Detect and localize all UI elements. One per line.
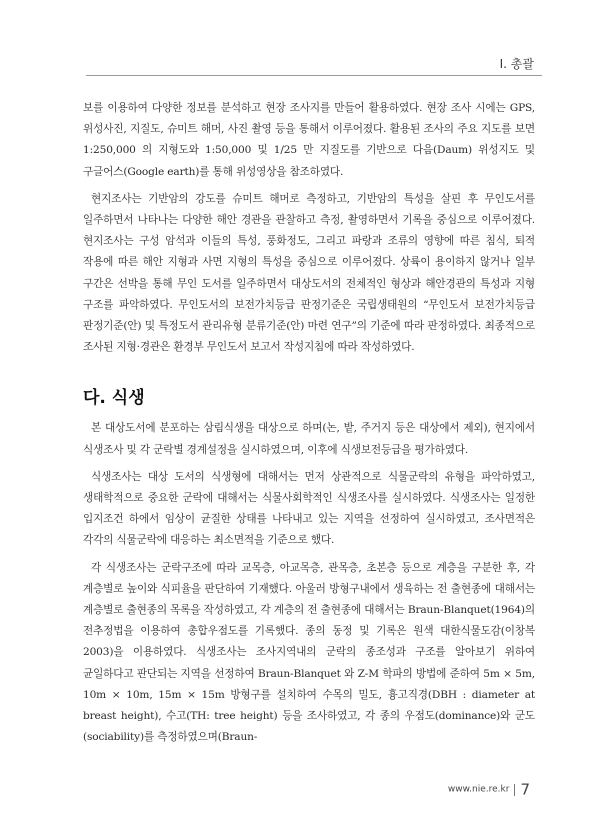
section-heading: 다. 식생 [83, 388, 145, 409]
body-text [83, 98, 535, 748]
page-footer [448, 779, 530, 799]
paragraph: 각 식생조사는 군락구조에 따라 교목층, 아교목층, 관목층, 초본층 등으로 계층을 구분한 후, 각 계층별로 높이와 식피율을 판단하여 기재했다. 아울러 방형구내에서 생육하는 전 출현종에 대해서는 계층별로 출현종의 목록을 작성하였고, 각 계층의 전 출현종에 대해서는 Braun-Blanquet(1964)의 전추정법을 이용하여 총합우점도를 기록했다. 종의 동정 및 기록은 원색 대한식물도감(이창복 2003)을 이용하였다. 식생조사는 조사지역내의 군락의 종조성과 구조를 알아보기 위하여 균일하다고 판단되는 지역을 선정하여 Braun-Blanquet 와 Z-M 학파의 방법에 준하여 5m × 5m, 10m × 10m, 15m × 15m 방형구를 설치하여 수목의 밀도, 흉고직경(DBH : diameter at breast height), 수고(TH: tree height) 등을 조사하였고, 각 종의 우점도(dominance)와 군도(sociability)를 측정하였으며(Braun- [83, 561, 535, 744]
footer-url: www.nie.re.kr [447, 784, 510, 795]
page-number: 7 [520, 780, 530, 799]
header-divider [86, 75, 542, 76]
page-header [0, 0, 614, 80]
paragraph: 보를 이용하여 다양한 정보를 분석하고 현장 조사지를 만들어 활용하였다. 현장 조사 시에는 GPS, 위성사진, 지질도, 슈미트 해머, 사진 촬영 등을 통해서 이루어졌다. 활용된 조사의 주요 지도를 보면 1:250,000 의 지형도와 1:50,000 및 1/25 만 지질도를 기반으로 다음(Daum) 위성지도 및 구글어스(Google earth)를 통해 위성영상을 참조하였다. [83, 102, 535, 178]
paragraph: 현지조사는 기반암의 강도를 슈미트 해머로 측정하고, 기반암의 특성을 살핀 후 무인도서를 일주하면서 나타나는 다양한 해안 경관을 관찰하고 측정, 촬영하면서 기록을 중심으로 이루어졌다. 현지조사는 구성 암석과 이들의 특성, 풍화정도, 그리고 파랑과 조류의 영향에 따른 침식, 퇴적 작용에 따른 해안 지형과 사면 지형의 특성을 중심으로 이루어졌다. 상륙이 용이하지 않거나 일부 구간은 선박을 통해 무인 도서를 일주하면서 대상도서의 전체적인 형상과 해안경관의 특성과 지형 구조를 파악하였다. 무인도서의 보전가치등급 판정기준은 국립생태원의 “무인도서 보전가치등급 판정기준(안) 및 특정도서 관리유형 분류기준(안) 마련 연구”의 기준에 따라 판정하였다. 최종적으로 조사된 지형·경관은 환경부 무인도서 보고서 작성지침에 따라 작성하였다. [83, 192, 535, 354]
footer-divider [514, 784, 515, 796]
chapter-label: I. 총괄 [499, 57, 534, 71]
paragraph: 본 대상도서에 분포하는 삼림식생을 대상으로 하며(논, 밭, 주거지 등은 대상에서 제외), 현지에서 식생조사 및 각 군락별 경계설정을 실시하였으며, 이후에 식생보전등급을 평가하였다. [83, 422, 535, 456]
paragraph: 식생조사는 대상 도서의 식생형에 대해서는 먼저 상관적으로 식물군락의 유형을 파악하였고, 생태학적으로 중요한 군락에 대해서는 식물사회학적인 식생조사를 실시하였다. 식생조사는 일정한 입지조건 하에서 임상이 균질한 상태를 나타내고 있는 지역을 선정하여 실시하였고, 조사면적은 각각의 식물군락에 대응하는 최소면적을 기준으로 했다. [83, 470, 535, 547]
